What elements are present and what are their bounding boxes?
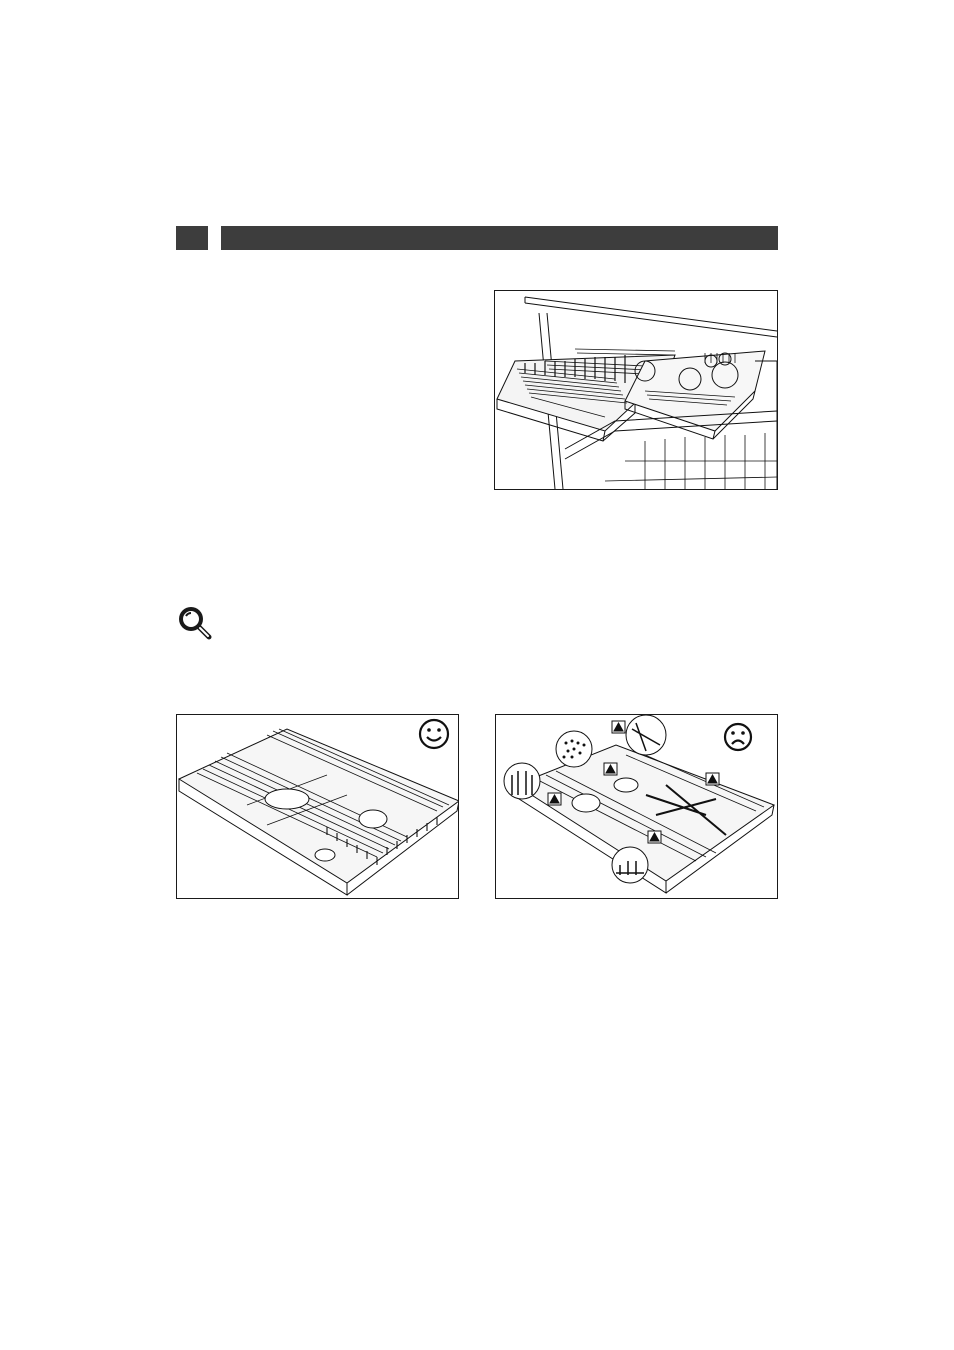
magnifier-icon [176, 604, 214, 640]
dishwasher-cutlery-drawer-illustration [494, 290, 778, 490]
correct-loading-illustration [176, 714, 459, 899]
section-tab [176, 226, 208, 250]
section-header-bar [221, 226, 778, 250]
smiley-sad-icon [722, 721, 754, 753]
incorrect-loading-illustration [495, 714, 778, 899]
smiley-happy-icon [417, 717, 451, 751]
